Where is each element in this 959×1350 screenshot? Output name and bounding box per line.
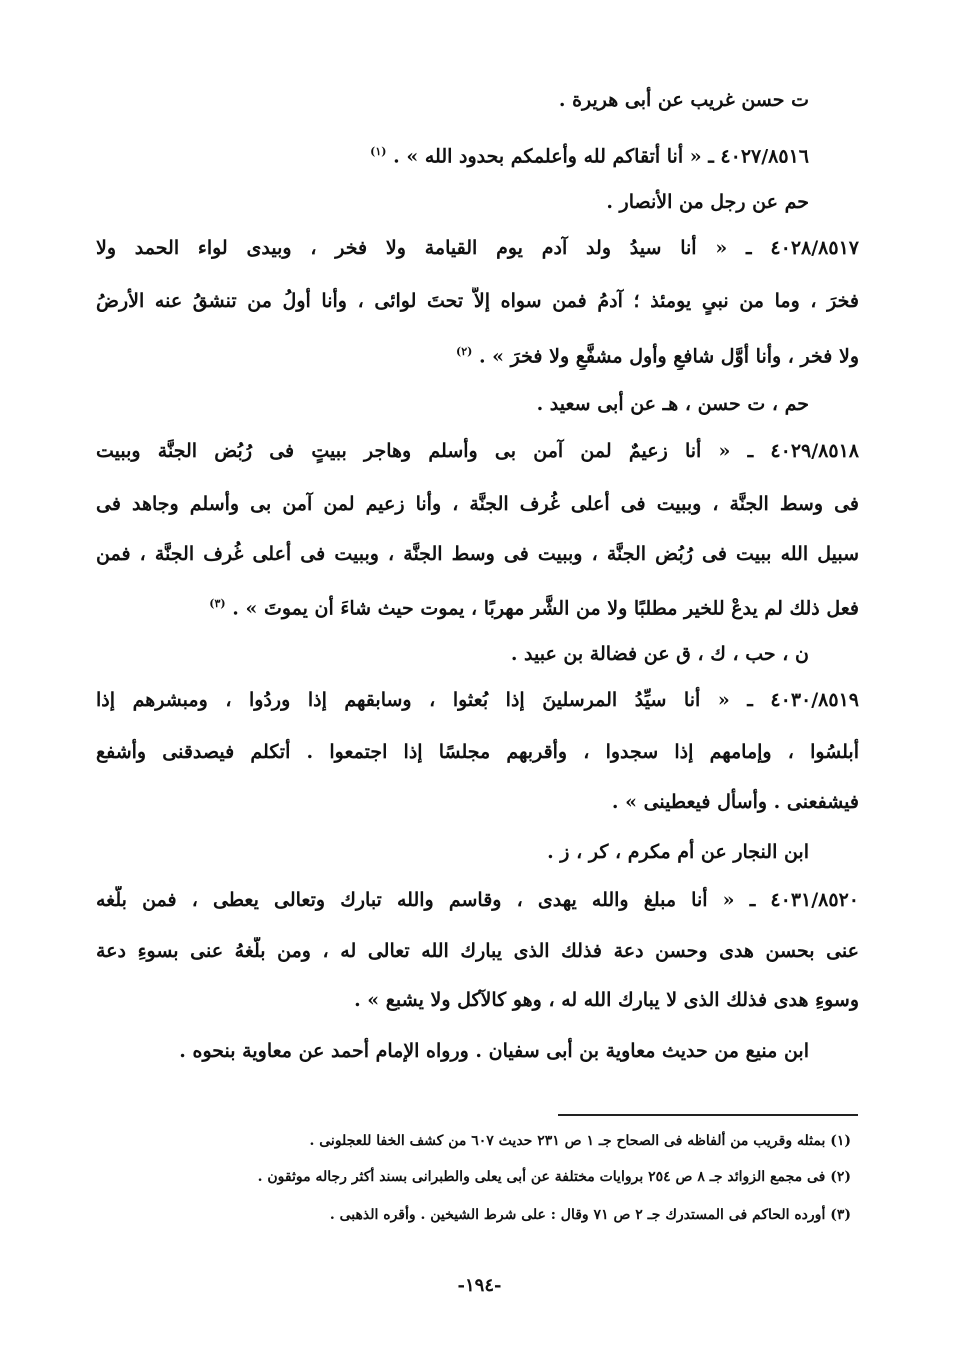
- text-line: فخرَ ، وما من نبىٍ يومئذ ؛ آدمُ فمن سواه إلاَّ تحتَ لوائى ، وأنا أولُ من تنشقُ عنه الأرضُ: [96, 290, 859, 312]
- footnote-3: (٣) أورده الحاكم فى المستدرك جـ ٢ ص ٧١ وقال : على شرط الشيخين . وأقره الذهبى .: [329, 1207, 851, 1223]
- hadith-line: [96, 138, 809, 170]
- text-line-content: فعل ذلك لم يدعْ للخير مطلبًا ولا من الشَّر مهربًا ، يموت حيث شاءَ أن يموتَ » .: [232, 597, 859, 620]
- text-line: وسوءِ هدى فذلك الذى لا يبارك الله له ، وهو كالآكل ولا يشبع » .: [354, 989, 859, 1011]
- text-line-content: حم ، ت حسن ، هـ عن أبى سعيد .: [536, 393, 809, 415]
- footnote-1: (١) بمثله وقريب من ألفاظه فى الصحاح جـ ١ ص ٢٣١ حديث ٦٠٧ من كشف الخفا للعجلونى .: [309, 1133, 851, 1149]
- text-line: [96, 338, 859, 370]
- source-line: [96, 390, 809, 418]
- text-line: عنى بحسن هدى وحسن دعة فذلك الذى يبارك الله تعالى له ، ومن بلَّغهُ عنى بسوءِ دعة: [96, 940, 859, 962]
- text-line: سبيل الله ببيت فى رُبُض الجنَّة ، وببيت فى وسط الجنَّة ، وببيت فى أعلى غُرف الجنَّة ، فمن: [96, 543, 859, 565]
- footnote-divider: [558, 1114, 858, 1116]
- text-line: [96, 86, 809, 114]
- text-line: فيشفعنى . وأسأل فيعطينى » .: [611, 791, 859, 813]
- source-line: [96, 188, 809, 216]
- hadith-line: ٤٠٢٩/٨٥١٨ ـ « أنا زعيمٌ لمن آمن بى وأسلم وهاجر ببيتٍ فى رُبُض الجنَّة وببيت: [96, 440, 859, 462]
- text-line-content: ن ، حب ، ك ، ق عن فضالة بن عبيد .: [510, 643, 809, 665]
- page-number: -١٩٤-: [457, 1275, 502, 1296]
- footnote-2: (٢) فى مجمع الزوائد جـ ٨ ص ٢٥٤ بروايات مختلفة عن أبى يعلى والطبرانى بسند أكثر رجاله موثقون .: [257, 1169, 851, 1185]
- text-line: أبلسُوا ، وإمامهم إذا سجدوا ، وأقربهم مجلسًا إذا اجتمعوا . أتكلم فيصدقنى وأشفع: [96, 741, 859, 763]
- text-line-content: ت حسن غريب عن أبى هريرة .: [558, 89, 809, 111]
- footnote-ref: (١): [370, 145, 387, 158]
- text-line-content: ٤٠٢٧/٨٥١٦ ـ « أنا أتقاكم لله وأعلمكم بحدود الله » .: [393, 145, 809, 168]
- source-line: [96, 838, 809, 866]
- source-line: [96, 1037, 809, 1065]
- source-line: [96, 640, 809, 668]
- text-line-content: ابن النجار عن أم مكرم ، كر ، ز .: [547, 841, 809, 863]
- hadith-line: ٤٠٢٨/٨٥١٧ ـ « أنا سيدُ ولد آدم يوم القيامة ولا فخر ، وبيدى لواء الحمد ولا: [96, 237, 859, 259]
- hadith-line: ٤٠٣٠/٨٥١٩ ـ « أنا سيِّدُ المرسلينَ إذا بُعثوا ، وسابقهم إذا وردُوا ، ومبشرهم إذا: [96, 689, 859, 711]
- footnote-ref: (٢): [455, 345, 473, 358]
- text-line: فى وسط الجنَّة ، وببيت فى أعلى غُرف الجنَّة ، وأنا زعيم لمن آمن بى وأسلم وجاهد فى: [96, 493, 859, 515]
- text-line-content: ولا فخر ، وأنا أوَّل شافعٍ وأول مشفَّعٍ ولا فخرَ » .: [478, 345, 859, 368]
- footnote-ref: (٣): [209, 597, 226, 610]
- text-line-content: ابن منيع من حديث معاوية بن أبى سفيان . ورواه الإمام أحمد عن معاوية بنحوه .: [179, 1040, 809, 1062]
- hadith-line: ٤٠٣١/٨٥٢٠ ـ « أنا مبلغ والله يهدى ، وقاسم والله تبارك وتعالى يعطى ، فمن بلَّغه: [96, 889, 859, 911]
- text-line-content: حم عن رجل من الأنصار .: [606, 191, 809, 213]
- text-line: [96, 590, 859, 622]
